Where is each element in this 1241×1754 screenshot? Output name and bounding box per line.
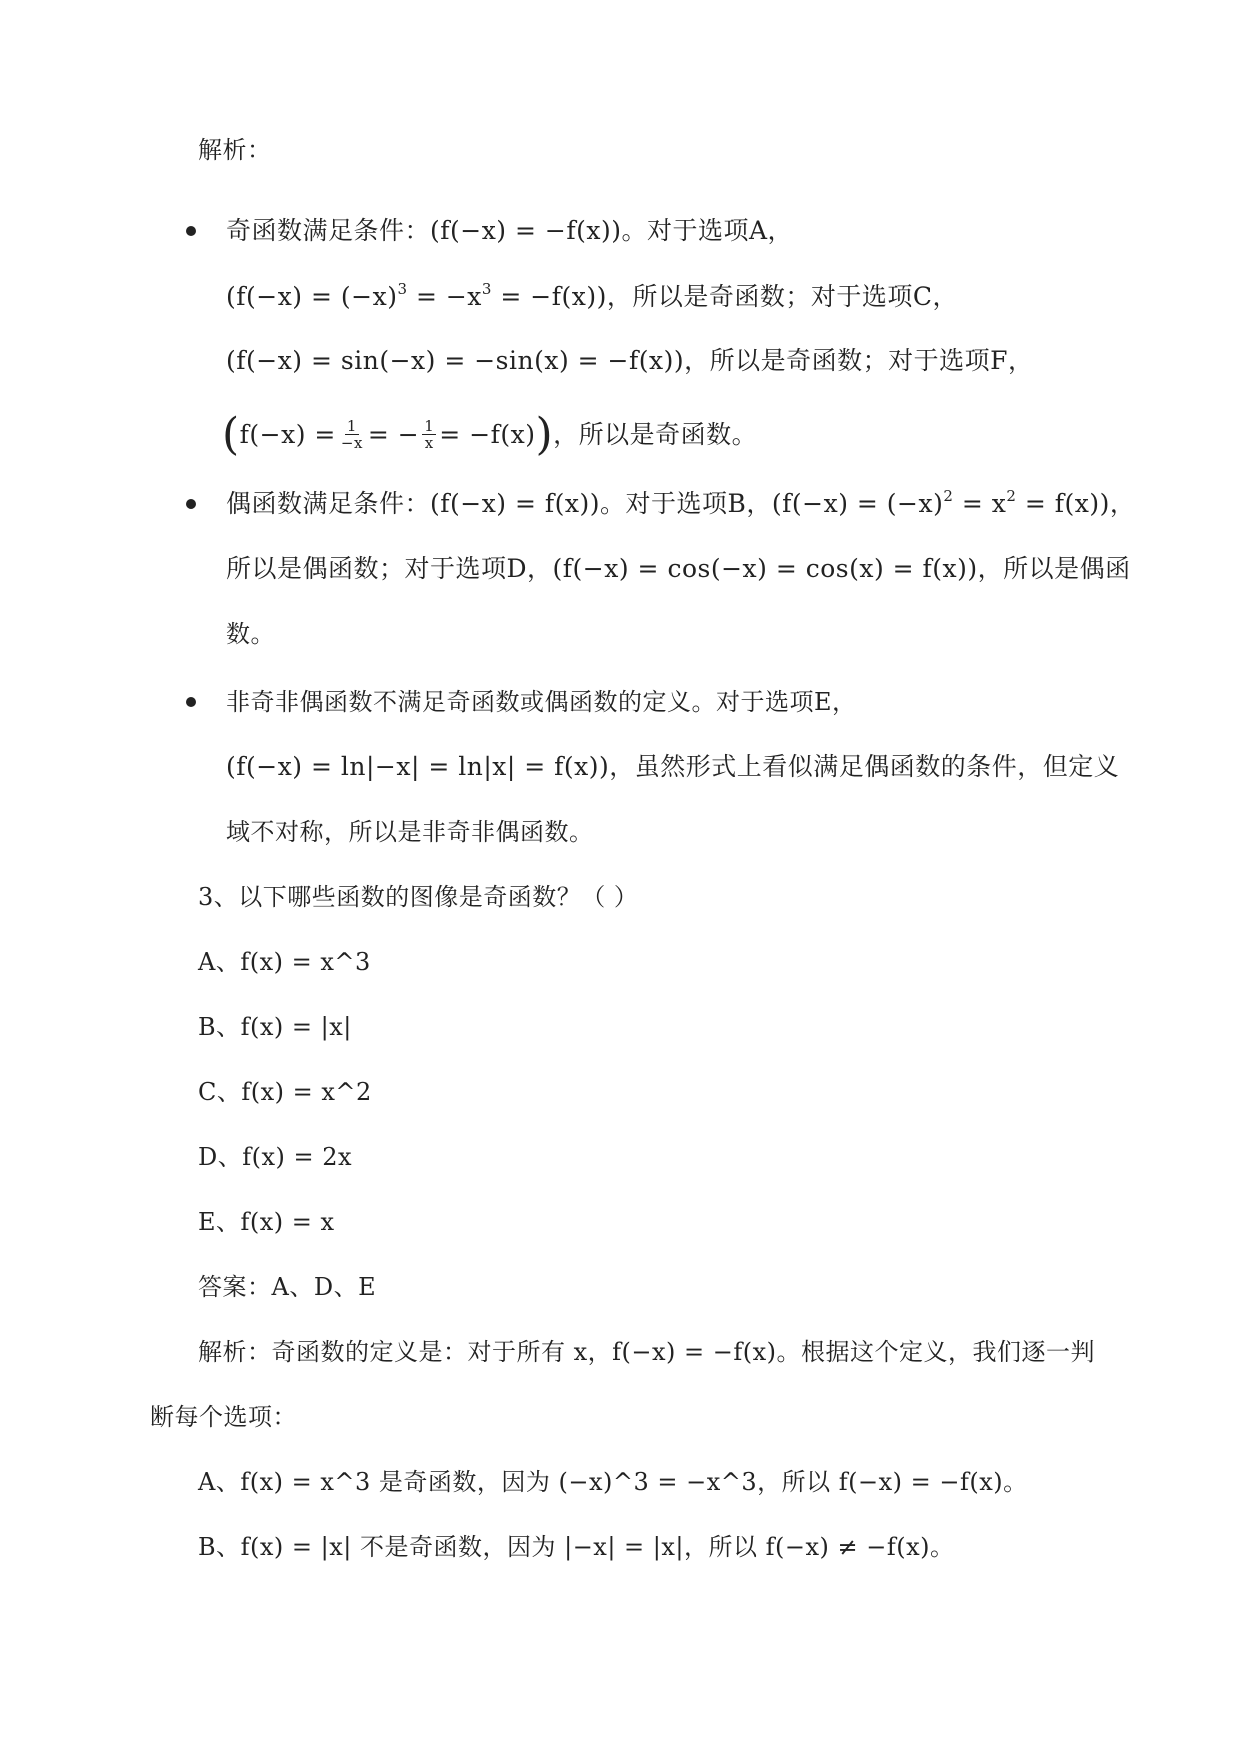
odd-line-3: (f(−x) = sin(−x) = −sin(x) = −f(x))，所以是奇函数；对于选项F， <box>226 346 1034 375</box>
question-3-stem: 3、以下哪些函数的图像是奇函数？（ ） <box>198 883 639 911</box>
analysis-line-2: 断每个选项： <box>150 1403 297 1431</box>
odd-line-4: (f(−x) = $\frac{1}{-x}$ = − $\frac{1}{x}$ = −f(x))，所以是奇函数。 <box>222 409 758 460</box>
answer: 答案：A、D、E <box>198 1273 377 1301</box>
bullet-neither <box>186 697 196 707</box>
option-b: B、f(x) = |x| <box>198 1013 352 1041</box>
even-line-2: 所以是偶函数；对于选项D，(f(−x) = cos(−x) = cos(x) = f(x))，所以是偶函 <box>226 554 1131 583</box>
even-line-1: 偶函数满足条件：(f(−x) = f(x))。对于选项B，$(f(-x) = (-x)^2 = x^2 = f(x))$， <box>226 487 1136 518</box>
neither-line-2: (f(−x) = ln|−x| = ln|x| = f(x))，虽然形式上看似满足偶函数的条件，但定义 <box>226 752 1120 781</box>
analysis-line-1: 解析：奇函数的定义是：对于所有 x，f(−x) = −f(x)。根据这个定义，我们逐一判 <box>198 1338 1096 1366</box>
option-c: C、f(x) = x^2 <box>198 1078 372 1106</box>
analysis-heading: 解析： <box>198 136 272 164</box>
option-e: E、f(x) = x <box>198 1208 335 1236</box>
detail-option-b: B、f(x) = |x| 不是奇函数，因为 |−x| = |x|，所以 f(−x) ≠ −f(x)。 <box>198 1533 955 1561</box>
odd-line-1: 奇函数满足条件：(f(−x) = −f(x))。对于选项A， <box>226 216 794 245</box>
fraction-1-over-x: $\frac{1}{x}$ <box>424 417 435 452</box>
bullet-even <box>186 499 196 509</box>
bullet-odd <box>186 226 196 236</box>
option-d: D、f(x) = 2x <box>198 1143 353 1171</box>
neither-line-3: 域不对称，所以是非奇非偶函数。 <box>226 818 594 846</box>
odd-line-2: $(f(-x) = (-x)^3 = -x^3 = -f(x))$，所以是奇函数；对于选项C， <box>226 280 958 311</box>
detail-option-a: A、f(x) = x^3 是奇函数，因为 (−x)^3 = −x^3，所以 f(−x) = −f(x)。 <box>198 1468 1028 1496</box>
neither-line-1: 非奇非偶函数不满足奇函数或偶函数的定义。对于选项E， <box>226 688 857 716</box>
fraction-1-over-neg-x: $\frac{1}{-x}$ <box>340 417 363 452</box>
even-line-3: 数。 <box>226 620 275 648</box>
option-a: A、f(x) = x^3 <box>198 948 371 976</box>
